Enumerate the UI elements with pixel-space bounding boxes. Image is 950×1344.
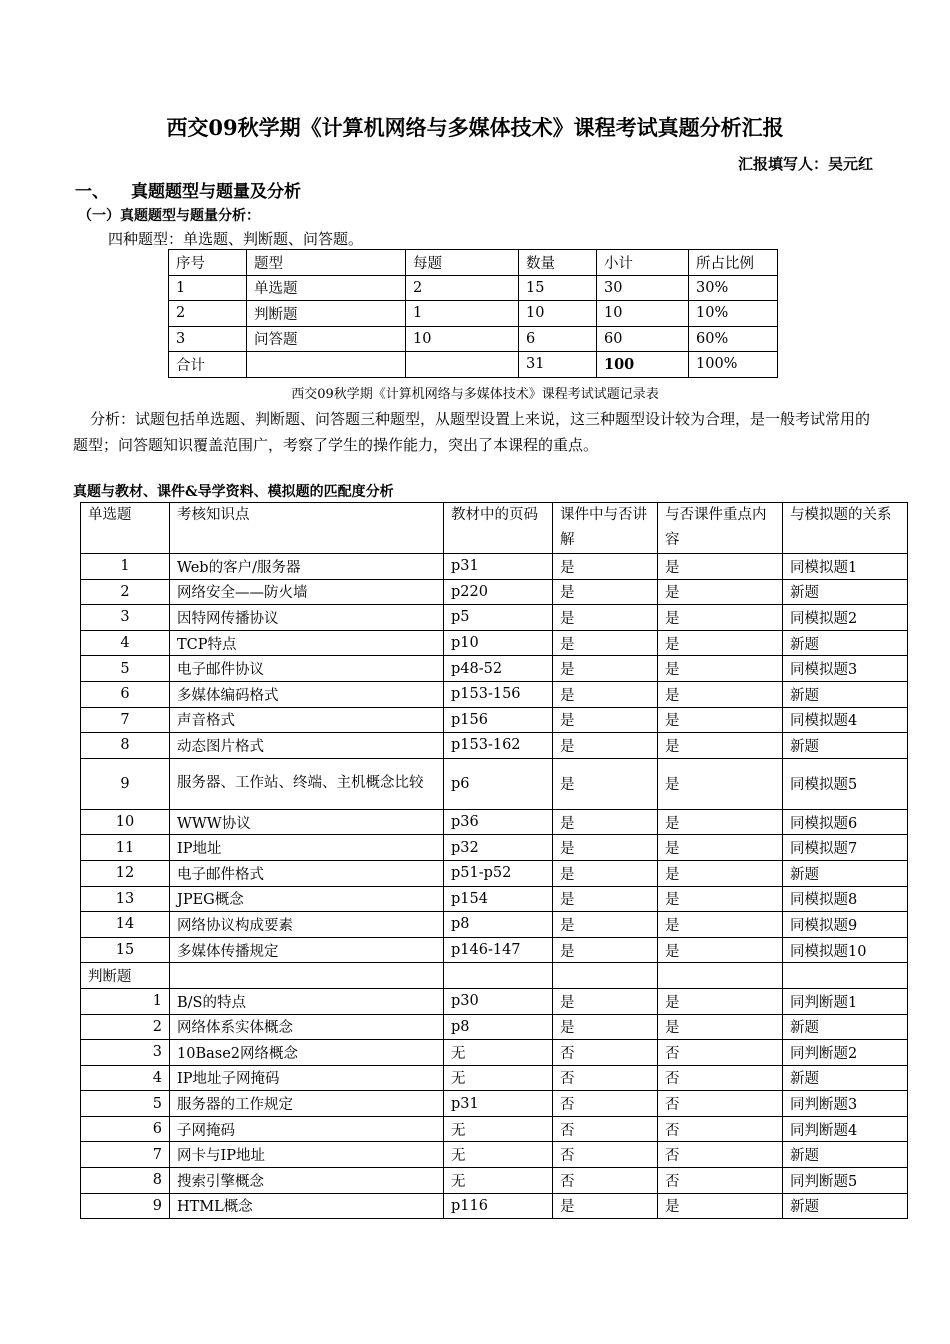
table-cell: 电子邮件协议 [170,656,444,682]
table-cell: p48-52 [444,656,553,682]
table-header-cell: 每题 [406,250,519,276]
table-cell: 是 [553,1193,658,1219]
table-row [81,1040,908,1066]
table-cell: IP地址子网掩码 [170,1065,444,1091]
table-cell: p156 [444,707,553,733]
table-header-cell: 课件中与否讲解 [553,503,658,554]
table-cell: 是 [658,733,783,759]
table-row [81,1168,908,1194]
table-cell: 新题 [783,733,908,759]
table-cell: 60% [689,326,778,352]
table-cell: 搜索引擎概念 [170,1168,444,1194]
table-cell: 服务器、工作站、终端、主机概念比较 [170,758,444,809]
table-cell: 15 [519,275,597,301]
table-cell: 新题 [783,579,908,605]
table-cell: 否 [658,1142,783,1168]
table-cell [406,352,519,378]
table-header-cell: 序号 [169,250,247,276]
table-cell: 15 [81,937,170,963]
table-section-label: 判断题 [81,963,170,989]
table-row [81,707,908,733]
table-cell: 10 [597,301,689,327]
table-cell: 3 [81,1040,170,1066]
table-cell: p32 [444,835,553,861]
table-cell: 是 [553,554,658,580]
table-cell: 同模拟题3 [783,656,908,682]
table-cell: 3 [81,605,170,631]
table-row [81,860,908,886]
table-cell: 无 [444,1142,553,1168]
table-cell: 是 [658,758,783,809]
table-cell: 网络体系实体概念 [170,1014,444,1040]
table-cell: 是 [553,579,658,605]
table-cell: 1 [81,554,170,580]
table-cell: 是 [553,809,658,835]
table-row [81,912,908,938]
table-cell: 11 [81,835,170,861]
table-row [81,1193,908,1219]
table-cell: 12 [81,860,170,886]
table-cell: 是 [658,809,783,835]
table-cell: 否 [553,1091,658,1117]
table-row [81,1142,908,1168]
table-cell: 同判断题5 [783,1168,908,1194]
table-cell: 动态图片格式 [170,733,444,759]
table-cell: 同模拟题8 [783,886,908,912]
table-cell: Web的客户/服务器 [170,554,444,580]
table-cell: 是 [553,860,658,886]
author-line: 汇报填写人：吴元红 [737,155,873,173]
table-cell: 是 [553,912,658,938]
table-cell [444,963,553,989]
table-cell: 同模拟题10 [783,937,908,963]
table-cell: 是 [658,1014,783,1040]
table-cell: 4 [81,630,170,656]
section-title: 真题题型与题量及分析 [131,182,301,202]
table-cell: 2 [81,579,170,605]
analysis-paragraph: 分析：试题包括单选题、判断题、问答题三种题型，从题型设置上来说，这三种题型设计较为合理，是一般考试常用的题型；问答题知识覆盖范围广，考察了学生的操作能力，突出了本课程的重点。 [73,410,871,454]
table-cell: 是 [553,656,658,682]
table-section-row [81,963,908,989]
table-cell: 否 [658,1116,783,1142]
table-cell: 13 [81,886,170,912]
table-cell: 是 [658,554,783,580]
table-cell: 1 [169,275,247,301]
table-row [81,809,908,835]
table-cell: p10 [444,630,553,656]
table-cell: p51-p52 [444,860,553,886]
table-cell: 同判断题1 [783,988,908,1014]
table-cell: 否 [553,1040,658,1066]
table-cell: 电子邮件格式 [170,860,444,886]
table-cell: 同判断题2 [783,1040,908,1066]
table-cell: 无 [444,1065,553,1091]
table-cell: 是 [553,886,658,912]
table-cell: 是 [658,835,783,861]
table-cell: 多媒体传播规定 [170,937,444,963]
table-cell: 2 [81,1014,170,1040]
table-cell: 是 [658,860,783,886]
table-cell: p154 [444,886,553,912]
table-cell: 是 [658,886,783,912]
table-cell: IP地址 [170,835,444,861]
table-cell: 5 [81,656,170,682]
table-row [81,681,908,707]
table-cell: 新题 [783,860,908,886]
question-types-intro: 四种题型：单选题、判断题、问答题。 [108,230,364,248]
table-cell: WWW协议 [170,809,444,835]
table-cell: 30% [689,275,778,301]
table-cell: 因特网传播协议 [170,605,444,631]
table-cell: 31 [519,352,597,378]
table-cell: 合计 [169,352,247,378]
table-row [81,1065,908,1091]
table-cell: p36 [444,809,553,835]
table-row [81,656,908,682]
table-cell: 9 [81,758,170,809]
table-cell: 是 [658,937,783,963]
table-cell: 新题 [783,1014,908,1040]
table-cell: 60 [597,326,689,352]
table-cell: 10% [689,301,778,327]
table-row [81,988,908,1014]
table-cell: 10 [406,326,519,352]
table-cell: 否 [553,1116,658,1142]
table-cell: 1 [406,301,519,327]
table-cell: 是 [553,630,658,656]
table-cell: 否 [553,1065,658,1091]
table-row [81,605,908,631]
table-cell: 14 [81,912,170,938]
table-cell: 9 [81,1193,170,1219]
table-cell: 同模拟题6 [783,809,908,835]
table-cell: 是 [553,937,658,963]
table-cell: 6 [81,681,170,707]
table-cell: TCP特点 [170,630,444,656]
table-cell: 网络安全——防火墙 [170,579,444,605]
table-header-row [81,503,908,554]
table-row [169,275,778,301]
table-cell: 是 [658,656,783,682]
table-cell [553,963,658,989]
table-header-cell: 所占比例 [689,250,778,276]
table-row [81,1014,908,1040]
table-cell: p31 [444,554,553,580]
table-cell [170,963,444,989]
table-header-cell: 考核知识点 [170,503,444,554]
table-row [169,326,778,352]
table-row [81,579,908,605]
table-header-row [169,250,778,276]
table-cell: 是 [553,758,658,809]
table-cell: 是 [553,1014,658,1040]
table-cell: 1 [81,988,170,1014]
table-cell: 是 [658,681,783,707]
table-row [81,554,908,580]
table-cell: 是 [658,1193,783,1219]
table-cell: 10Base2网络概念 [170,1040,444,1066]
table-cell: 否 [553,1168,658,1194]
table-cell: p30 [444,988,553,1014]
question-type-table [168,249,778,378]
table-row [81,886,908,912]
table-cell: p31 [444,1091,553,1117]
table-cell: 新题 [783,1193,908,1219]
table-cell: 否 [658,1168,783,1194]
section-heading-2: 真题与教材、课件&导学资料、模拟题的匹配度分析 [73,484,394,500]
table-header-cell: 教材中的页码 [444,503,553,554]
table-row [81,835,908,861]
table-cell: 新题 [783,1142,908,1168]
table-cell: 10 [81,809,170,835]
table-cell: 否 [553,1142,658,1168]
table-cell: 单选题 [247,275,406,301]
table-cell: 否 [658,1040,783,1066]
table-row [81,937,908,963]
table-cell: 网络协议构成要素 [170,912,444,938]
table-cell: 否 [658,1091,783,1117]
table-cell: 声音格式 [170,707,444,733]
table-cell: 是 [553,988,658,1014]
table-cell: 100% [689,352,778,378]
table-cell: 多媒体编码格式 [170,681,444,707]
table-cell: 是 [553,835,658,861]
table-cell: 同模拟题1 [783,554,908,580]
table-row [81,1116,908,1142]
table-cell: 6 [81,1116,170,1142]
table-cell: p5 [444,605,553,631]
table-cell: p153-162 [444,733,553,759]
table-cell [783,963,908,989]
table-cell: 8 [81,733,170,759]
table-cell: 无 [444,1040,553,1066]
table-row [81,733,908,759]
table-cell: 同判断题3 [783,1091,908,1117]
table-cell: JPEG概念 [170,886,444,912]
table-cell: p220 [444,579,553,605]
table-cell: 同模拟题9 [783,912,908,938]
table-cell: 否 [658,1065,783,1091]
match-analysis-table [80,502,908,1219]
table-row [169,301,778,327]
table-cell: 同模拟题5 [783,758,908,809]
table-header-cell: 题型 [247,250,406,276]
document-title: 西交09秋学期《计算机网络与多媒体技术》课程考试真题分析汇报 [166,115,784,140]
table-cell: 同判断题4 [783,1116,908,1142]
table-cell: HTML概念 [170,1193,444,1219]
table-cell [658,963,783,989]
table-cell: 6 [519,326,597,352]
table-cell: 是 [553,681,658,707]
table-cell: 2 [169,301,247,327]
table-cell: 是 [553,733,658,759]
table-cell: p116 [444,1193,553,1219]
table-cell: 无 [444,1116,553,1142]
table-header-cell: 小计 [597,250,689,276]
table-cell: 问答题 [247,326,406,352]
table-cell: B/S的特点 [170,988,444,1014]
table-cell: 是 [658,630,783,656]
table-cell: 7 [81,1142,170,1168]
table-cell: 8 [81,1168,170,1194]
table-cell: 2 [406,275,519,301]
table-cell: 判断题 [247,301,406,327]
table-cell: 30 [597,275,689,301]
table-caption: 西交09秋学期《计算机网络与多媒体技术》课程考试试题记录表 [291,387,659,402]
table-cell: 是 [658,707,783,733]
table-cell: 子网掩码 [170,1116,444,1142]
table-row [81,630,908,656]
table-cell: 5 [81,1091,170,1117]
table-header-cell: 与模拟题的关系 [783,503,908,554]
table-cell: 是 [658,988,783,1014]
table-total-row [169,352,778,378]
table-cell: 新题 [783,681,908,707]
table-cell: 10 [519,301,597,327]
table-row [81,758,908,809]
table-row [81,1091,908,1117]
table-cell: 同模拟题2 [783,605,908,631]
section-number: 一、 [75,182,109,202]
section-heading-1 [75,177,301,202]
table-cell: p146-147 [444,937,553,963]
table-cell: 是 [658,579,783,605]
table-cell: 3 [169,326,247,352]
table-cell: 同模拟题4 [783,707,908,733]
subsection-heading: （一）真题题型与题量分析： [78,208,260,224]
table-cell: p6 [444,758,553,809]
table-cell: 是 [658,912,783,938]
table-cell: 是 [658,605,783,631]
table-cell: 100 [597,352,689,378]
table-cell: 服务器的工作规定 [170,1091,444,1117]
table-header-cell: 与否课件重点内容 [658,503,783,554]
table-cell: 7 [81,707,170,733]
table-cell: 同模拟题7 [783,835,908,861]
table-cell: 是 [553,605,658,631]
table-cell: 是 [553,707,658,733]
table-cell: 无 [444,1168,553,1194]
table-cell: p8 [444,912,553,938]
table-cell [247,352,406,378]
table-cell: p8 [444,1014,553,1040]
table-header-cell: 单选题 [81,503,170,554]
table-cell: 4 [81,1065,170,1091]
table-cell: 新题 [783,1065,908,1091]
table-cell: 新题 [783,630,908,656]
table-cell: p153-156 [444,681,553,707]
table-cell: 网卡与IP地址 [170,1142,444,1168]
table-header-cell: 数量 [519,250,597,276]
